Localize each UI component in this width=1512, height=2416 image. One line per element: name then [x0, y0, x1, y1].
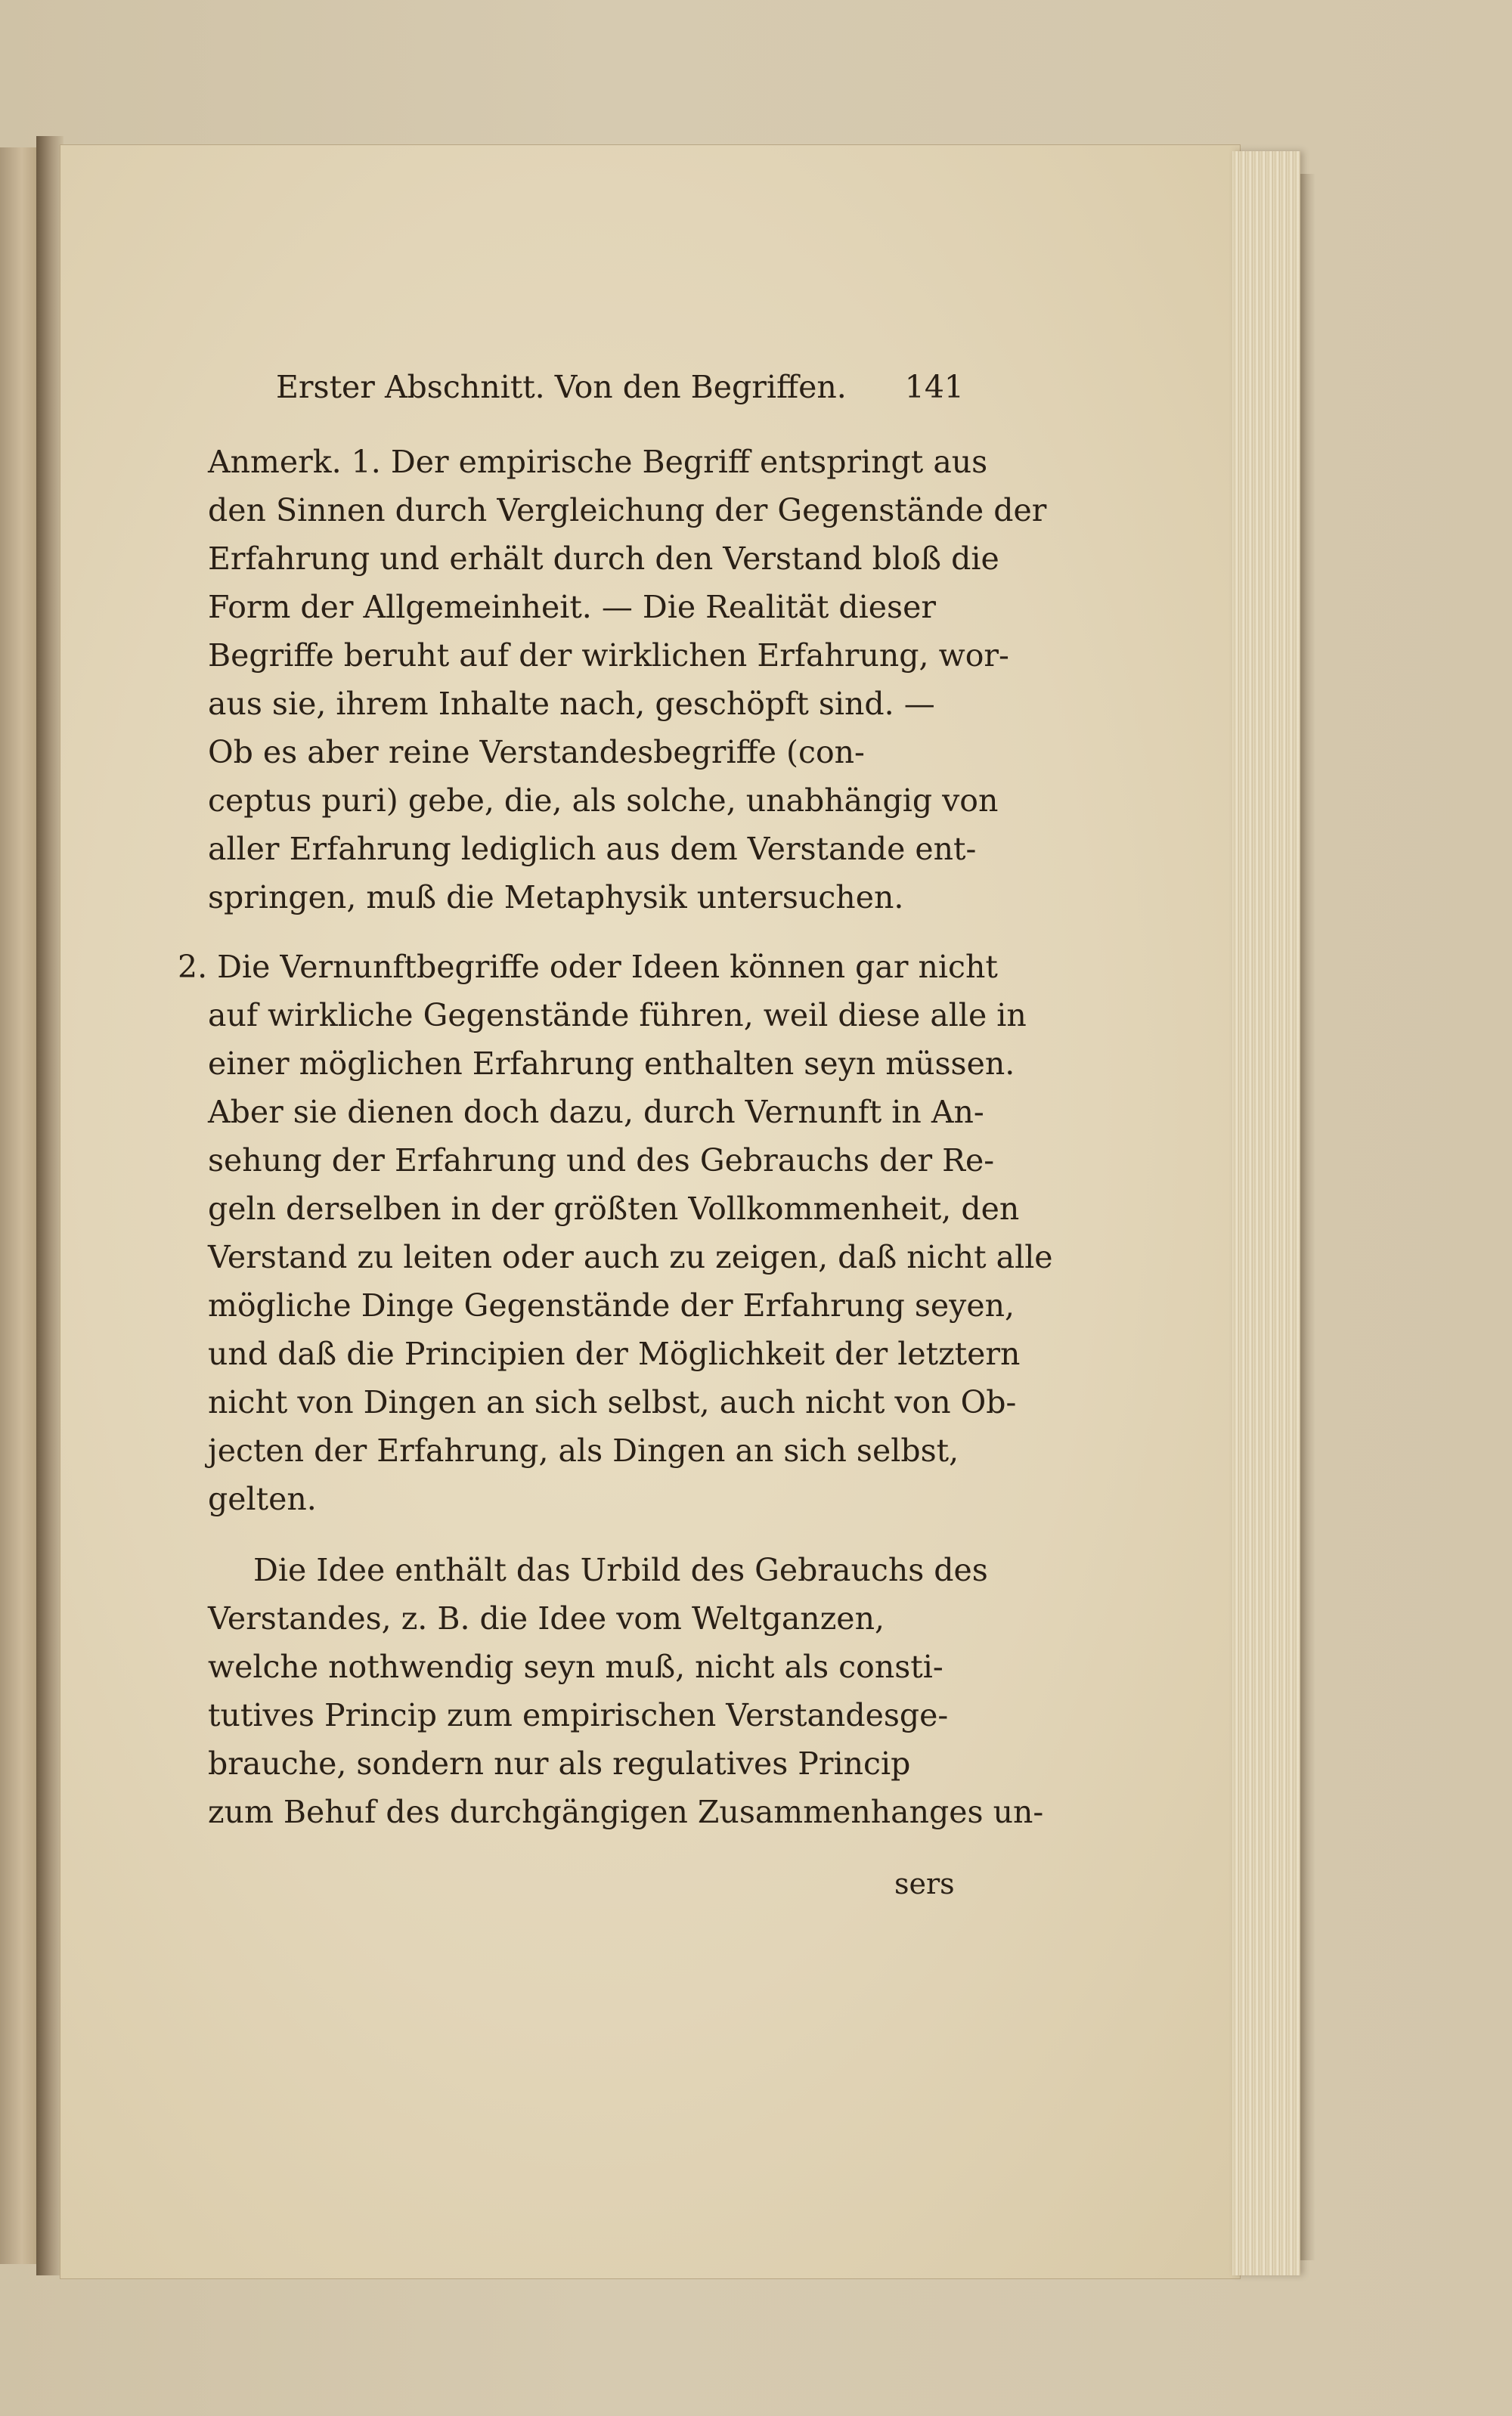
text-line: Begriffe beruht auf der wirklichen Erfahrung, wor- [208, 637, 1009, 674]
text-line: und daß die Principien der Möglichkeit der letztern [208, 1336, 1021, 1372]
text-line: aus sie, ihrem Inhalte nach, geschöpft sind. — [208, 686, 935, 722]
running-header [276, 369, 964, 416]
book-gutter [36, 136, 64, 2275]
text-line: ceptus puri) gebe, die, als solche, unabhängig von [208, 782, 999, 819]
page-shadow [1300, 174, 1315, 2260]
text-line: tutives Princip zum empirischen Verstandesge- [208, 1697, 949, 1733]
text-line: sehung der Erfahrung und des Gebrauchs der Re- [208, 1142, 995, 1179]
text-line: einer möglichen Erfahrung enthalten seyn müssen. [208, 1045, 1015, 1082]
text-line: zum Behuf des durchgängigen Zusammenhanges un- [208, 1794, 1044, 1830]
text-line: Ob es aber reine Verstandesbegriffe (con- [208, 734, 865, 770]
text-line: Verstandes, z. B. die Idee vom Weltganzen, [208, 1600, 885, 1637]
text-line: gelten. [208, 1481, 317, 1517]
text-line: auf wirkliche Gegenstände führen, weil diese alle in [208, 997, 1027, 1033]
text-line: mögliche Dinge Gegenstände der Erfahrung seyen, [208, 1287, 1015, 1324]
text-line: Form der Allgemeinheit. — Die Realität dieser [208, 589, 936, 625]
text-line: den Sinnen durch Vergleichung der Gegenstände der [208, 492, 1047, 528]
text-line: Aber sie dienen doch dazu, durch Vernunft in An- [208, 1094, 984, 1130]
text-line: jecten der Erfahrung, als Dingen an sich selbst, [208, 1433, 959, 1469]
page-number: 141 [904, 369, 964, 405]
text-line: Verstand zu leiten oder auch zu zeigen, daß nicht alle [208, 1239, 1053, 1275]
catchword: sers [894, 1867, 955, 1900]
text-line: Die Idee enthält das Urbild des Gebrauchs des [253, 1552, 988, 1588]
text-line: nicht von Dingen an sich selbst, auch nicht von Ob- [208, 1384, 1017, 1420]
header-title: Erster Abschnitt. Von den Begriffen. [276, 369, 847, 405]
text-line: aller Erfahrung lediglich aus dem Verstande ent- [208, 831, 977, 867]
text-line: brauche, sondern nur als regulatives Princip [208, 1745, 911, 1782]
text-line: Erfahrung und erhält durch den Verstand bloß die [208, 541, 999, 577]
text-line: geln derselben in der größten Vollkommenheit, den [208, 1191, 1020, 1227]
text-line: Anmerk. 1. Der empirische Begriff entspringt aus [208, 444, 988, 480]
text-line: 2. Die Vernunftbegriffe oder Ideen können gar nicht [178, 949, 998, 985]
facing-page-edge [0, 147, 38, 2264]
page-block-edge [1232, 151, 1300, 2275]
text-line: springen, muß die Metaphysik untersuchen. [208, 879, 904, 915]
text-line: welche nothwendig seyn muß, nicht als consti- [208, 1649, 943, 1685]
